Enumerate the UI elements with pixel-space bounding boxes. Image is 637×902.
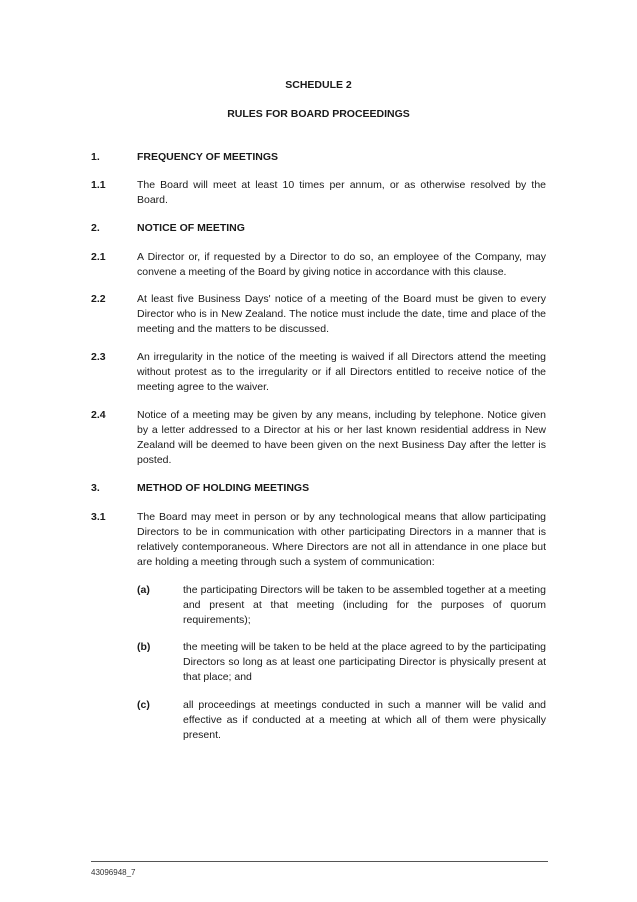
document-reference: 43096948_7 [91, 868, 136, 877]
rules-title: RULES FOR BOARD PROCEEDINGS [227, 108, 410, 120]
clause-text: A Director or, if requested by a Director to do so, an employee of the Company, may convene a meeting of the Board by giving notice in accordance with this clause. [137, 251, 546, 278]
clause-number: 3.1 [91, 511, 106, 523]
clause-text: At least five Business Days' notice of a meeting of the Board must be given to every Director who is in New Zealand. The notice must include the date, time and place of the meeting and the matters to be discussed. [137, 293, 546, 335]
section-title: NOTICE OF MEETING [137, 222, 245, 234]
clause-text: The Board will meet at least 10 times per annum, or as otherwise resolved by the Board. [137, 179, 546, 206]
clause-number: 2.2 [91, 293, 106, 305]
section-number: 1. [91, 151, 100, 163]
section-title: FREQUENCY OF MEETINGS [137, 151, 278, 163]
clause-text: The Board may meet in person or by any technological means that allow participating Directors to be in communication with other participating Directors in a manner that is relatively contemporaneous. Where Directors are not all in attendance in one place but are holding a meeting through such a system of communication: [137, 511, 546, 568]
sub-item-label: (a) [137, 584, 150, 596]
clause-text: Notice of a meeting may be given by any means, including by telephone. Notice given by a letter addressed to a Director at his or her last known residential address in New Zealand will be deemed to have been given on the next Business Day after the letter is posted. [137, 409, 546, 466]
sub-item-text: the participating Directors will be taken to be assembled together at a meeting and present at that meeting (including for the purposes of quorum requirements); [183, 584, 546, 626]
section-number: 3. [91, 482, 100, 494]
section-title: METHOD OF HOLDING MEETINGS [137, 482, 310, 494]
clause-number: 2.1 [91, 251, 106, 263]
sub-item-label: (c) [137, 699, 150, 711]
clause-number: 2.4 [91, 409, 106, 421]
clause-number: 2.3 [91, 351, 106, 363]
sub-item-label: (b) [137, 641, 151, 653]
schedule-title: SCHEDULE 2 [285, 79, 352, 91]
sub-item-text: all proceedings at meetings conducted in such a manner will be valid and effective as if conducted at a meeting at which all of them were physically present. [183, 699, 546, 741]
clause-text: An irregularity in the notice of the meeting is waived if all Directors attend the meeting without protest as to the irregularity or if all Directors entitled to receive notice of the meeting agree to the waiver. [137, 351, 546, 393]
section-number: 2. [91, 222, 100, 234]
clause-number: 1.1 [91, 179, 106, 191]
sub-item-text: the meeting will be taken to be held at the place agreed to by the participating Directors so long as at least one participating Director is physically present at that place; and [183, 641, 546, 683]
footer-divider [91, 861, 548, 862]
